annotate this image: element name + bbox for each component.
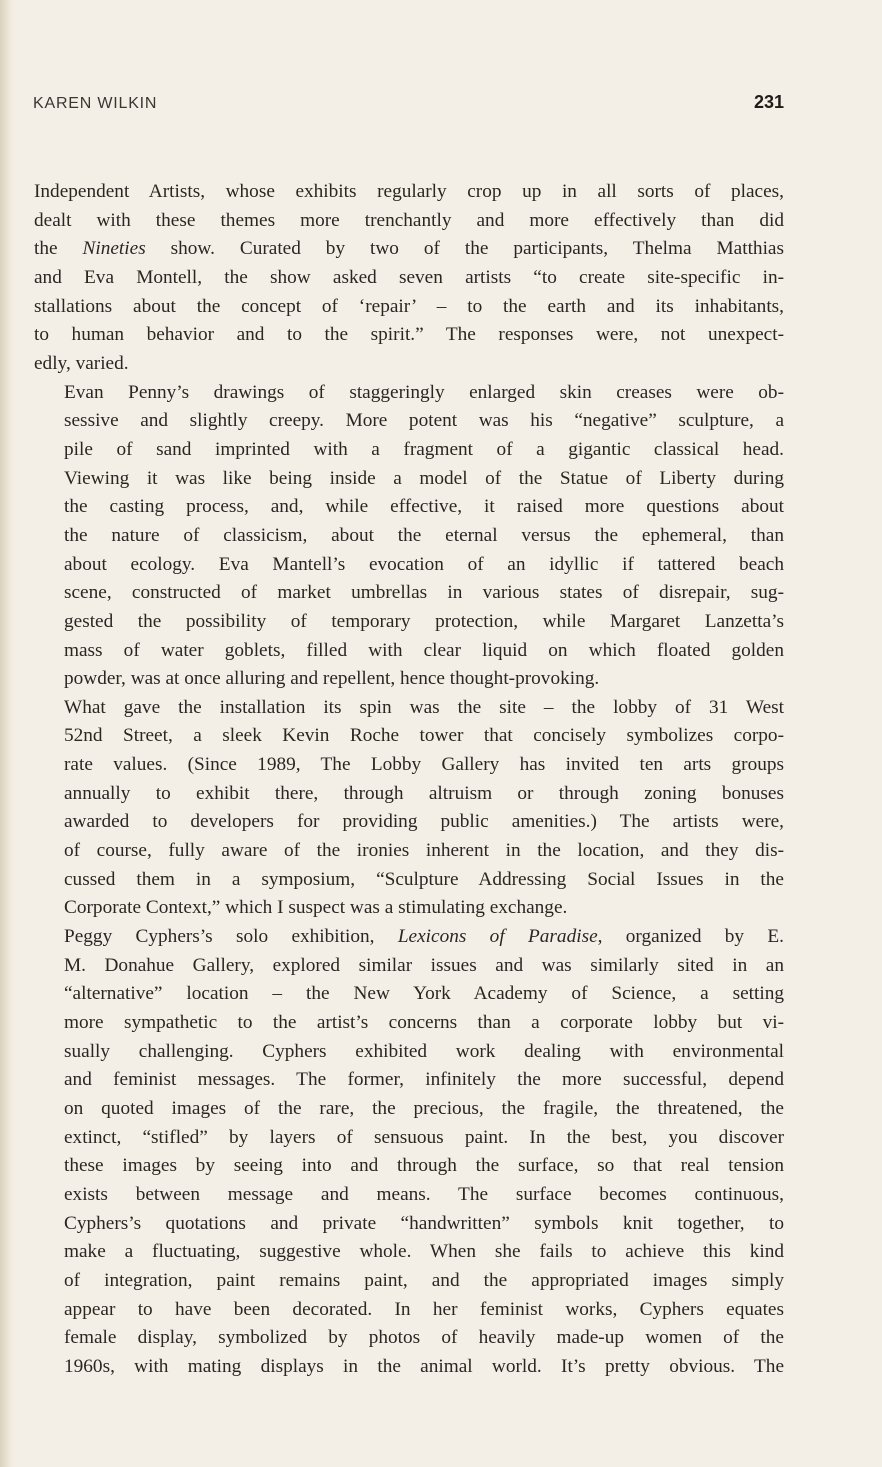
text-line: M. Donahue Gallery, explored similar issues and was similarly sited in an [64,954,784,976]
text-line: Corporate Context,” which I suspect was a stimulating exchange. [64,897,568,919]
text-line: dealt with these themes more trenchantly and more effectively than did [34,209,784,231]
text-line: of course, fully aware of the ironies inherent in the location, and they dis- [64,840,784,862]
text-line: pile of sand imprinted with a fragment of a gigantic classical head. [64,438,784,460]
text-line: make a fluctuating, suggestive whole. When she fails to achieve this kind [64,1241,784,1263]
text-line: about ecology. Eva Mantell’s evocation of an idyllic if tattered beach [64,553,784,575]
text-line: What gave the installation its spin was the site – the lobby of 31 West [64,696,784,718]
text-line: cussed them in a symposium, “Sculpture Addressing Social Issues in the [64,868,784,890]
text-line: awarded to developers for providing public amenities.) The artists were, [64,811,784,833]
text-line: rate values. (Since 1989, The Lobby Gallery has invited ten arts groups [64,754,784,776]
text-line: 1960s, with mating displays in the animal world. It’s pretty obvious. The [64,1355,784,1377]
text-line: mass of water goblets, filled with clear liquid on which floated golden [64,639,784,661]
text-line: stallations about the concept of ‘repair’ – to the earth and its inhabitants, [34,295,784,317]
text-line: of integration, paint remains paint, and the appropriated images simply [64,1269,784,1291]
text-line: gested the possibility of temporary protection, while Margaret Lanzetta’s [64,610,784,632]
text-line: Cyphers’s quotations and private “handwritten” symbols knit together, to [64,1212,784,1234]
text-line: the casting process, and, while effective, it raised more questions about [64,496,784,518]
text-line: and Eva Montell, the show asked seven artists “to create site-specific in- [34,266,784,288]
text-line: exists between message and means. The surface becomes continuous, [64,1183,784,1205]
body-text [34,178,784,1382]
text-line: annually to exhibit there, through altruism or through zoning bonuses [64,782,784,804]
text-line: to human behavior and to the spirit.” The responses were, not unexpect- [34,324,784,346]
paragraph [34,379,784,694]
paragraph [34,923,784,1382]
book-spine-shadow [0,0,14,1467]
text-line: these images by seeing into and through the surface, so that real tension [64,1155,784,1177]
running-head: KAREN WILKIN [33,95,158,112]
text-line: the nature of classicism, about the eternal versus the ephemeral, than [64,524,784,546]
text-line: sually challenging. Cyphers exhibited work dealing with environmental [64,1040,784,1062]
text-line: Viewing it was like being inside a model of the Statue of Liberty during [64,467,784,489]
text-line: powder, was at once alluring and repellent, hence thought-provoking. [64,668,600,690]
text-line: extinct, “stifled” by layers of sensuous paint. In the best, you discover [64,1126,784,1148]
text-line: female display, symbolized by photos of heavily made-up women of the [64,1327,784,1349]
paragraph [34,694,784,923]
text-line: 52nd Street, a sleek Kevin Roche tower that concisely symbolizes corpo- [64,725,784,747]
text-line: edly, varied. [34,352,129,374]
page-header [33,92,784,113]
text-line: more sympathetic to the artist’s concerns than a corporate lobby but vi- [64,1012,784,1034]
text-line: sessive and slightly creepy. More potent was his “negative” sculpture, a [64,410,784,432]
page-number: 231 [753,92,784,112]
text-line: the Nineties show. Curated by two of the participants, Thelma Matthias [34,238,784,260]
text-line: and feminist messages. The former, infinitely the more successful, depend [64,1069,784,1091]
italic-title: Lexicons of Paradise [397,926,598,948]
text-line: Peggy Cyphers’s solo exhibition, Lexicons of Paradise, organized by E. [64,926,784,948]
text-line: Evan Penny’s drawings of staggeringly enlarged skin creases were ob- [64,381,784,403]
text-line: scene, constructed of market umbrellas in various states of disrepair, sug- [64,582,784,604]
italic-title: Nineties [82,238,146,260]
text-line: “alternative” location – the New York Academy of Science, a setting [64,983,784,1005]
paragraph [34,178,784,379]
text-line: Independent Artists, whose exhibits regularly crop up in all sorts of places, [34,181,784,202]
text-line: appear to have been decorated. In her feminist works, Cyphers equates [64,1298,784,1320]
text-line: on quoted images of the rare, the precious, the fragile, the threatened, the [64,1098,784,1119]
